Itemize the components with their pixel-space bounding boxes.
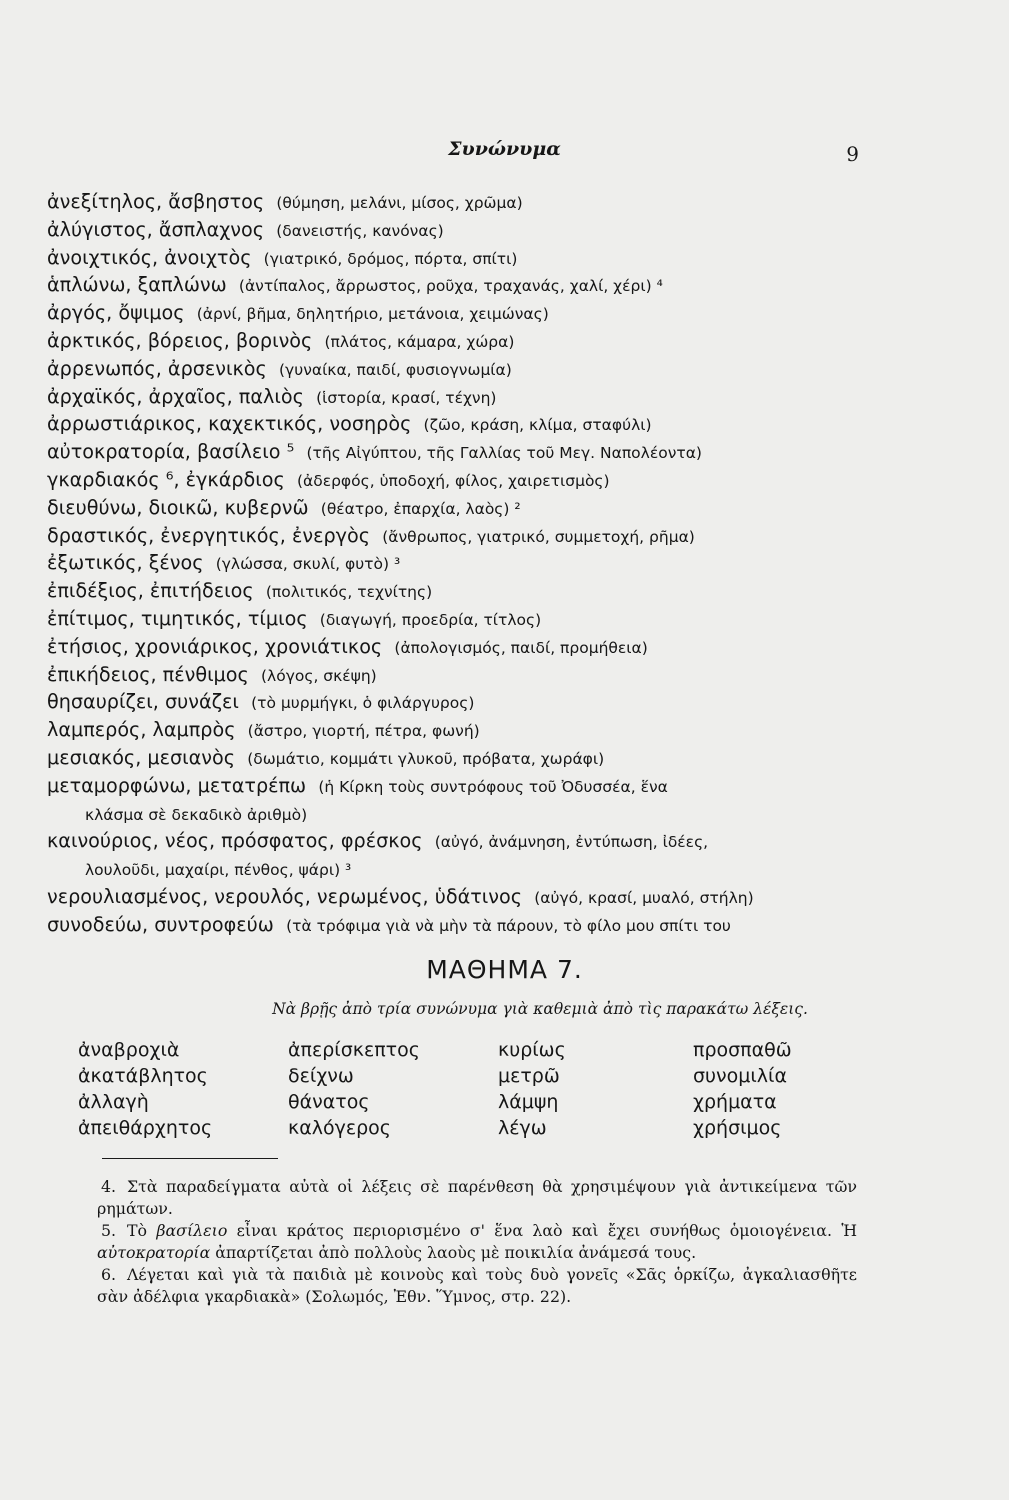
synonym-words: ἀνοιχτικός, ἀνοιχτὸς [47,245,252,269]
exercise-word: ἀλλαγὴ [78,1091,149,1113]
synonym-entry [47,272,877,300]
synonym-words: ἀρκτικός, βόρειος, βορινὸς [47,328,313,352]
synonym-context: (ἄνθρωπος, γιατρικό, συμμετοχή, ρῆμα) [382,527,695,546]
synonym-words: ἐπικήδειος, πένθιμος [47,662,249,686]
synonym-context: (δανειστής, κανόνας) [276,221,444,240]
synonym-words: ἁπλώνω, ξαπλώνω [47,273,227,297]
synonym-entry [47,384,877,412]
exercise-word: ἀναβροχιὰ [78,1039,180,1061]
synonym-context: (γλώσσα, σκυλί, φυτὸ) ³ [215,555,401,574]
footnote-6 [97,1264,857,1308]
synonym-entry [47,606,877,634]
synonym-words: δραστικός, ἐνεργητικός, ἐνεργὸς [47,523,370,547]
synonym-entry [47,745,877,773]
exercise-word: ἀκατάβλητος [78,1065,208,1087]
synonym-words: γκαρδιακός ⁶, ἐγκάρδιος [47,467,285,491]
synonym-entry [47,439,877,467]
synonym-context: (ἀντίπαλος, ἄρρωστος, ροῦχα, τραχανάς, χαλί, χέρι) ⁴ [238,277,663,296]
footnote-number: 4. [101,1177,117,1196]
synonym-entry [47,467,877,495]
synonym-list [47,189,877,940]
synonym-words: ἀλύγιστος, ἄσπλαχνος [47,217,265,241]
lesson-instruction: Νὰ βρῇς ἀπὸ τρία συνώνυμα γιὰ καθεμιὰ ἀπὸ τὶς παρακάτω λέξεις. [272,1000,808,1018]
synonym-context: (τῆς Αἰγύπτου, τῆς Γαλλίας τοῦ Μεγ. Ναπολέοντα) [306,444,702,463]
exercise-word: θάνατος [288,1091,370,1113]
synonym-context: (ἀδερφός, ὑποδοχή, φίλος, χαιρετισμὸς) [296,471,610,490]
footnote-5 [97,1220,857,1264]
synonym-context: (τὸ μυρμήγκι, ὁ φιλάργυρος) [251,694,475,713]
synonym-context: (δωμάτιο, κομμάτι γλυκοῦ, πρόβατα, χωράφι) [247,749,605,768]
synonym-entry [47,523,877,551]
synonym-context: (ἡ Κίρκη τοὺς συντρόφους τοῦ Ὀδυσσέα, ἕνα [318,777,668,796]
synonym-words: ἀρρενωπός, ἀρσενικὸς [47,356,267,380]
footnote-text: εἶναι κράτος περιορισμένο σ' ἕνα λαὸ καὶ ἔχει συνήθως ὁμοιογένεια. Ἡ [227,1221,857,1240]
exercise-word: λάμψη [498,1091,559,1113]
exercise-word: προσπαθῶ [693,1039,792,1061]
synonym-context: (ἄστρο, γιορτή, πέτρα, φωνή) [247,722,480,741]
synonym-entry [47,189,877,217]
exercise-word: καλόγερος [288,1117,391,1139]
synonym-entry [47,217,877,245]
synonym-context: (γυναίκα, παιδί, φυσιογνωμία) [279,360,512,379]
synonym-words: καινούριος, νέος, πρόσφατος, φρέσκος [47,829,423,853]
synonym-context: (διαγωγή, προεδρία, τίτλος) [319,610,542,629]
synonym-entry [47,689,877,717]
footnote-divider [102,1158,278,1159]
synonym-entry [47,828,877,856]
synonym-words: μεσιακός, μεσιανὸς [47,745,235,769]
page-header [0,138,1009,168]
synonym-entry [47,912,877,940]
synonym-context: (ἀρνί, βῆμα, δηλητήριο, μετάνοια, χειμώνας) [196,305,549,324]
synonym-words: ἐπιδέξιος, ἐπιτήδειος [47,579,254,603]
synonym-entry [47,662,877,690]
synonym-context: (ἀπολογισμός, παιδί, προμήθεια) [394,638,648,657]
running-title: Συνώνυμα [448,138,561,160]
exercise-word: ἀπερίσκεπτος [288,1039,420,1061]
synonym-words: ἀνεξίτηλος, ἄσβηστος [47,190,265,213]
synonym-words: θησαυρίζει, συνάζει [47,690,239,714]
lesson-title: ΜΑΘΗΜΑ 7. [426,955,583,984]
synonym-entry [47,634,877,662]
synonym-entry [47,884,877,912]
footnote-emphasis: βασίλειο [156,1221,228,1240]
exercise-word: συνομιλία [693,1065,787,1087]
page-number: 9 [846,142,859,166]
synonym-words: αὐτοκρατορία, βασίλειο ⁵ [47,440,295,464]
synonym-words: ἀργός, ὄψιμος [47,301,185,325]
synonym-context: (ζῶο, κράση, κλίμα, σταφύλι) [423,416,652,435]
synonym-context: (αὐγό, κρασί, μυαλό, στήλη) [534,888,754,907]
exercise-word: λέγω [498,1117,547,1139]
synonym-words: ἀρχαϊκός, ἀρχαῖος, παλιὸς [47,384,304,408]
synonym-context: (θέατρο, ἐπαρχία, λαὸς) ² [320,499,521,518]
synonym-context: (πολιτικός, τεχνίτης) [265,583,433,602]
synonym-entry [47,328,877,356]
synonym-words: νερουλιασμένος, νερουλός, νερωμένος, ὑδάτινος [47,884,523,908]
synonym-words: ἀρρωστιάρικος, καχεκτικός, νοσηρὸς [47,412,412,436]
synonym-words: ἐτήσιος, χρονιάρικος, χρονιάτικος [47,634,383,658]
synonym-entry [47,801,877,829]
synonym-entry [47,856,877,884]
synonym-words: ἐπίτιμος, τιμητικός, τίμιος [47,606,308,630]
synonym-entry [47,300,877,328]
synonym-context: λουλοῦδι, μαχαίρι, πένθος, ψάρι) ³ [85,861,352,880]
synonym-context: (θύμηση, μελάνι, μίσος, χρῶμα) [276,194,523,212]
synonym-words: διευθύνω, διοικῶ, κυβερνῶ [47,495,309,519]
synonym-context: (αὐγό, ἀνάμνηση, ἐντύπωση, ἰδέες, [434,833,709,852]
exercise-word: χρήματα [693,1091,777,1113]
synonym-context: κλάσμα σὲ δεκαδικὸ ἀριθμὸ) [85,805,308,824]
footnote-text: Τὸ [127,1221,157,1240]
exercise-word: δείχνω [288,1065,354,1087]
synonym-context: (πλάτος, κάμαρα, χώρα) [324,332,515,351]
exercise-word: χρήσιμος [693,1117,782,1139]
synonym-words: λαμπερός, λαμπρὸς [47,718,236,742]
synonym-words: ἐξωτικός, ξένος [47,551,204,575]
exercise-word-grid [78,1037,838,1141]
exercise-word: ἀπειθάρχητος [78,1117,213,1139]
synonym-context: (τὰ τρόφιμα γιὰ νὰ μὴν τὰ πάρουν, τὸ φίλο μου σπίτι του [286,916,731,935]
footnote-4 [97,1176,857,1220]
exercise-word: κυρίως [498,1039,566,1061]
synonym-entry [47,717,877,745]
exercise-word: μετρῶ [498,1065,560,1087]
synonym-context: (ἱστορία, κρασί, τέχνη) [316,388,497,407]
synonym-words: μεταμορφώνω, μετατρέπω [47,773,307,797]
footnote-text: ἀπαρτίζεται ἀπὸ πολλοὺς λαοὺς μὲ ποικιλία ἀνάμεσά τους. [210,1243,697,1262]
synonym-entry [47,411,877,439]
synonym-entry [47,773,877,801]
footnote-text: Στὰ παραδείγματα αὐτὰ οἱ λέξεις σὲ παρένθεση θὰ χρησιμέψουν γιὰ ἀντικείμενα τῶν ρημάτων. [97,1177,857,1218]
synonym-entry [47,578,877,606]
synonym-context: (γιατρικό, δρόμος, πόρτα, σπίτι) [263,249,518,268]
synonym-entry [47,495,877,523]
footnote-number: 5. [101,1221,117,1240]
synonym-context: (λόγος, σκέψη) [260,666,377,685]
synonym-entry [47,356,877,384]
synonym-entry [47,245,877,273]
footnotes [97,1176,857,1308]
footnote-text: Λέγεται καὶ γιὰ τὰ παιδιὰ μὲ κοινοὺς καὶ τοὺς δυὸ γονεῖς «Σᾶς ὁρκίζω, ἀγκαλιασθῆτε σὰν ἀδέλφια γκαρδιακὰ» (Σολωμός, Ἐθν. Ὕμνος, στρ. 22). [97,1265,857,1306]
footnote-emphasis: αὐτοκρατορία [97,1243,211,1262]
synonym-words: συνοδεύω, συντροφεύω [47,912,274,936]
synonym-entry [47,550,877,578]
footnote-number: 6. [101,1265,117,1284]
